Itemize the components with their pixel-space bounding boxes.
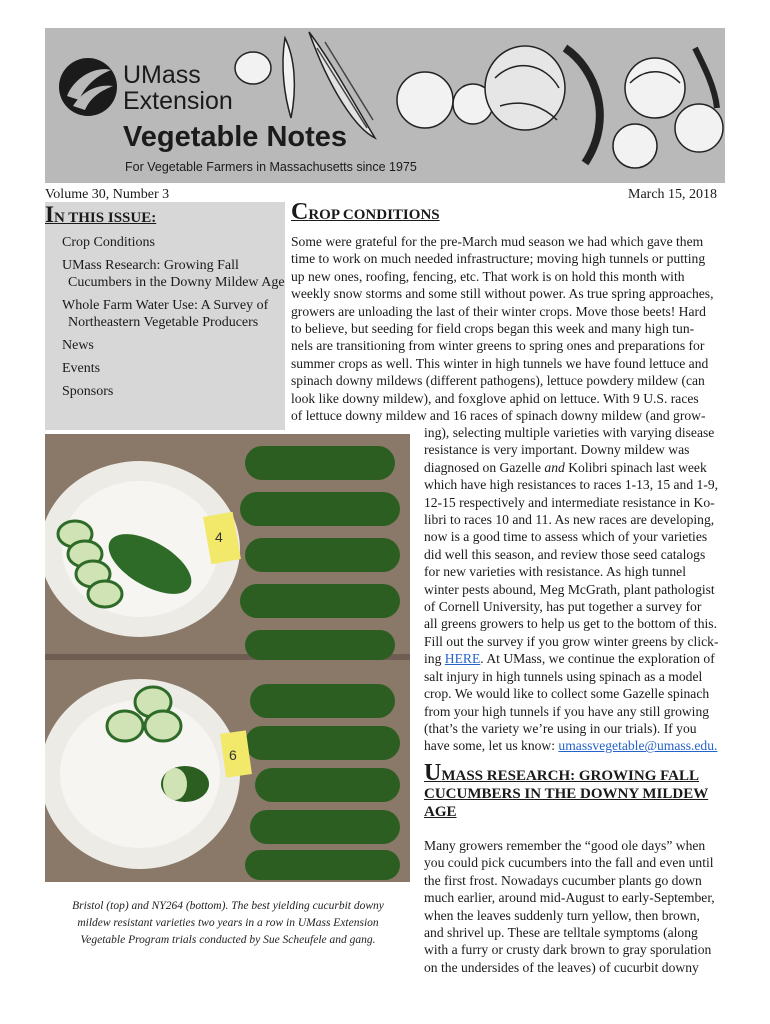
issue-date: March 15, 2018 (628, 187, 718, 202)
email-link[interactable]: umassvegetable@umass.edu. (558, 738, 718, 754)
cucumber-photo-art (45, 434, 410, 882)
brand-extension: Extension (123, 87, 233, 115)
newsletter-title: Vegetable Notes (123, 121, 348, 153)
plate-label-bottom: 6 (229, 747, 237, 763)
brand-umass: UMass (123, 61, 201, 89)
crop-conditions-text-narrow: ing), selecting multiple varieties with varying disease resistance is very important. Downy mildew was diagnosed on Gazelle and Kolibri spinach last week which have high resistances to races 1-13, 15 and 1-9, 12-15 respectively and intermediate resistance in Ko- libri to races 10 and 11. As new races are developing, now is a good time to assess which of your varieties did well this season, and review those seed catalogs for new varieties with resistance. As high tunnel winter pests abound, Meg McGrath, plant pathologist of Cornell University, has put together a survey for all greens growers to help us get to the bottom of this. Fill out the survey if you grow winter greens by click- ing HERE. At UMass, we continue the exploration of salt injury in high tunnels using spinach as a model crop. We would like to collect some Gazelle spinach from your high tunnels if you have any still growing (that’s the variety we’re using in our trials). If you have some, let us know: umassvegetable@umass.edu. (424, 425, 719, 754)
umass-extension-logo-icon (57, 56, 119, 118)
plate-label-top: 4 (215, 529, 223, 545)
in-this-issue-panel (45, 202, 285, 430)
toc-item-news[interactable]: News (62, 338, 94, 353)
in-this-issue-heading: IN THIS ISSUE: (45, 202, 157, 227)
vegetable-illustration-icon (225, 28, 725, 183)
cucumber-trial-photo (45, 434, 410, 882)
newsletter-subtitle: For Vegetable Farmers in Massachusetts since 1975 (125, 160, 417, 174)
toc-item-sponsors[interactable]: Sponsors (62, 384, 114, 399)
toc-item-events[interactable]: Events (62, 361, 101, 376)
umass-research-heading: UMASS RESEARCH: GROWING FALL CUCUMBERS IN THE DOWNY MILDEW AGE (424, 760, 709, 820)
toc-item-crop-conditions[interactable]: Crop Conditions (62, 235, 155, 250)
crop-conditions-heading: CROP CONDITIONS (291, 199, 440, 225)
crop-conditions-text-wide: Some were grateful for the pre-March mud season we had which gave them time to work on much needed infrastructure; moving high tunnels or putting up new ones, roofing, fencing, etc. That work is on hold this month with weekly snow storms and some still without power. As true spring approaches, growers are unloading the last of their winter crops. Move those beets! Hard to believe, but seeding for field crops began this week and many high tun- nels are transitioning from winter greens to spring ones and preparations for summer crops as well. This winter in high tunnels we have found lettuce and spinach downy mildews (different pathogens), lettuce powdery mildew (can look like downy mildew), and foxglove aphid on lettuce. With 9 U.S. races of lettuce downy mildew and 16 races of spinach downy mildew (and grow- (291, 234, 714, 424)
survey-here-link[interactable]: HERE (444, 651, 481, 667)
toc-item-umass-research[interactable]: UMass Research: Growing Fall Cucumbers in the Downy Mildew Age (62, 258, 285, 290)
toc-item-water-use-survey[interactable]: Whole Farm Water Use: A Survey of Northeastern Vegetable Producers (62, 298, 269, 330)
umass-research-text: Many growers remember the “good ole days” when you could pick cucumbers into the fall and even until the first frost. Nowadays cucumber plants go down much earlier, around mid-August to early-September, when the leaves suddenly turn yellow, then brown, and shrivel up. These are telltale symptoms (along with a furry or crusty dark brown to gray sporulation on the undersides of the leaves) of cucurbit downy (424, 838, 715, 975)
issue-volume: Volume 30, Number 3 (45, 187, 170, 202)
masthead-banner (45, 28, 725, 183)
photo-caption: Bristol (top) and NY264 (bottom). The best yielding cucurbit downy mildew resistant varieties two years in a row in UMass Extension Vegetable Program trials conducted by Sue Scheufele and gang. (72, 900, 384, 946)
